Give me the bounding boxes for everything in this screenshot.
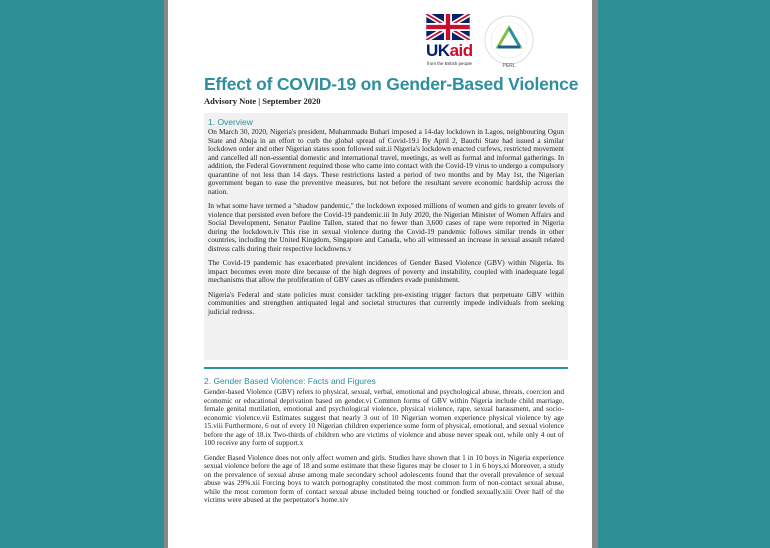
header-logos: [426, 14, 536, 70]
document-page[interactable]: [168, 0, 592, 548]
ukaid-tagline: from the British people: [427, 61, 473, 66]
ukaid-prefix: UK: [426, 41, 450, 60]
facts-section: [204, 376, 564, 511]
overview-paragraph-1: On March 30, 2020, Nigeria's president, Muhammadu Buhari imposed a 14-day lockdown in Lagos, neighbouring Ogun State and Abuja in an effort to curb the global spread of Covid-19.i By April 2, Bauchi State had issued a similar lockdown order and other Nigerian states soon followed suit.ii Nigeria's lockdown enacted curfews, restricted movement and cancelled all non-essential domestic and international travel, meetings, as well as formal and informal gatherings. In addition, the Federal Government required those who came into contact with the Covid-19 virus to undergo a compulsory quarantine of not less than 14 days. These restrictions lasted a period of two months and by May 1st, the Nigerian government began to ease the preventive measures, but not before the resultant severe economic hardship across the nation.: [208, 127, 564, 196]
document-subtitle: Advisory Note | September 2020: [204, 96, 321, 106]
overview-paragraph-3: The Covid-19 pandemic has exacerbated prevalent incidences of Gender Based Violence (GBV) within Nigeria. Its impact becomes even more dire because of the high degrees of poverty and instability, coupled with inadequate legal mechanisms that allow the proliferation of GBV cases as offenders evade punishment.: [208, 258, 564, 284]
ukaid-logo: [426, 41, 473, 61]
facts-paragraph-1: Gender-based Violence (GBV) refers to physical, sexual, verbal, emotional and psychological abuse, threats, coercion and economic or educational deprivation based on gender.vi Common forms of GBV within Nigeria include child marriage, female genital mutilation, emotional and psychological violence, physical violence, rape, sexual harassment, and socio-economic violence.vii Estimates suggest that nearly 3 out of 10 Nigerian women experience physical violence by age 15.viii Furthermore, 6 out of every 10 Nigerian children experience some form of physical, emotional, and sexual violence before the age of 18.ix Two-thirds of children who are victims of violence and abuse never speak out, while only 4 out of 100 receive any form of support.x: [204, 387, 564, 447]
overview-heading: 1. Overview: [208, 117, 253, 127]
overview-paragraph-2: In what some have termed a "shadow pandemic," the lockdown exposed millions of women and girls to greater levels of violence that persisted even before the Covid-19 pandemic.iii In July 2020, the Nigerian Minister of Women Affairs and Social Development, Senator Pauline Tallen, stated that no fewer than 3,600 cases of rape were reported in Nigeria during the lockdown.iv This rise in sexual violence during the Covid-19 pandemic follows similar trends in other countries, including the United Kingdom, Singapore and Canada, who all witnessed an increase in sexual assault related distress calls during their respective lockdowns.v: [208, 201, 564, 253]
document-title: Effect of COVID-19 on Gender-Based Violence: [204, 74, 579, 94]
facts-heading: 2. Gender Based Violence: Facts and Figures: [204, 376, 376, 386]
section-divider: [204, 367, 568, 369]
ukaid-suffix: aid: [449, 41, 473, 60]
perl-logo-icon: [482, 14, 536, 70]
overview-box: [204, 113, 568, 360]
facts-paragraph-2: Gender Based Violence does not only affect women and girls. Studies have shown that 1 in 10 boys in Nigeria experience sexual violence before the age of 18 and some estimate that these figures may be closer to 1 in 6 boys.xi Moreover, a study on the prevalence of sexual abuse among male secondary school adolescents found that the overall prevalence of sexual abuse was 29%.xii Forcing boys to watch pornography constituted the most common form of non-contact sexual abuse, while the most common form of contact sexual abuse included being touched or fondled sexually.xiii Over half of the victims were abused at the perpetrator's home.xiv: [204, 452, 564, 504]
perl-label: PERL: [502, 63, 516, 69]
union-jack-icon: [426, 14, 470, 40]
viewer-frame-right: [592, 0, 598, 548]
overview-paragraph-4: Nigeria's Federal and state policies must consider tackling pre-existing trigger factors that perpetuate GBV within communities and strengthen antiquated legal and societal structures that currently impede individuals from seeking judicial redress.: [208, 289, 564, 316]
